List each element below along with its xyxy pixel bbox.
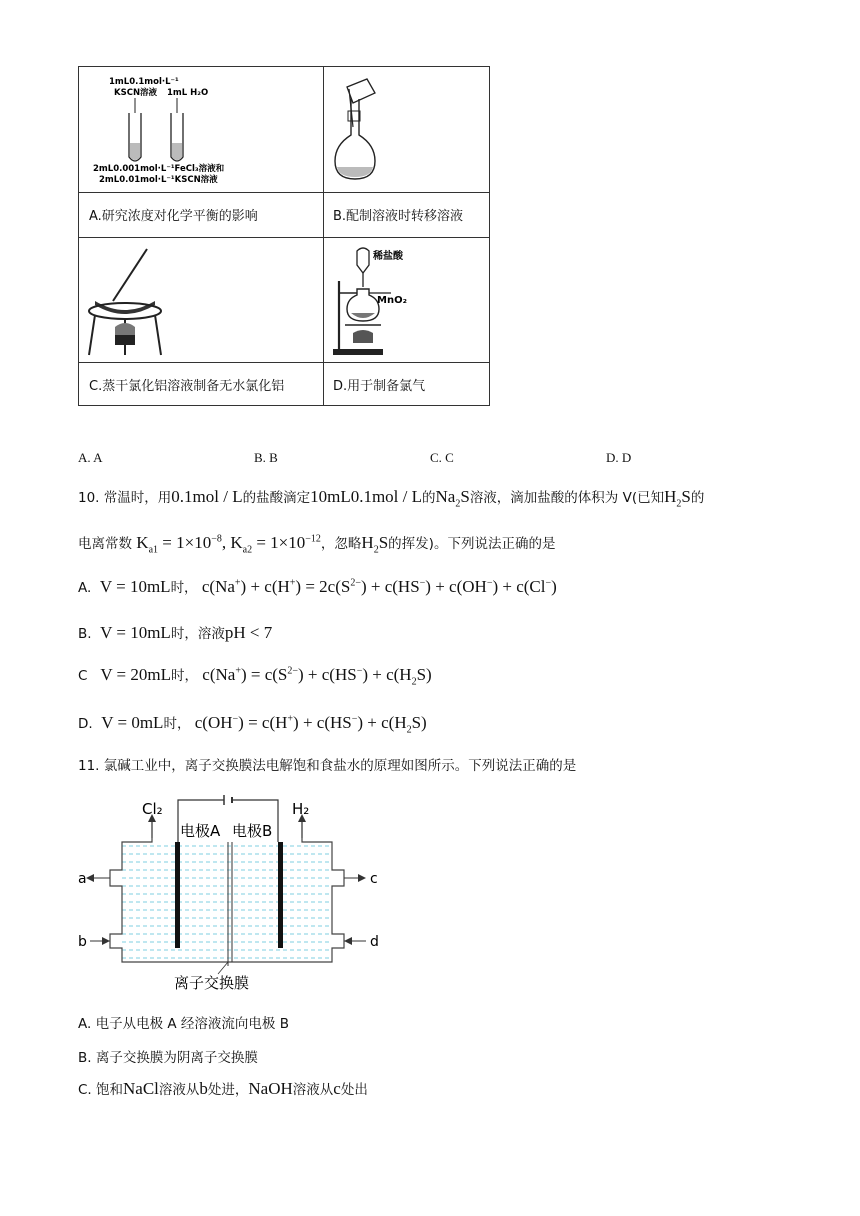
svg-text:1mL H₂O: 1mL H₂O xyxy=(167,88,209,98)
svg-text:MnO₂: MnO₂ xyxy=(377,295,407,306)
option-b-caption: B.配制溶液时转移溶液 xyxy=(333,209,464,224)
svg-text:电极B: 电极B xyxy=(232,822,273,840)
option-a-caption: A.研究浓度对化学平衡的影响 xyxy=(89,209,258,224)
test-tubes-figure xyxy=(87,73,312,188)
table-divider-vertical xyxy=(323,67,324,405)
q10-stem-line1: 10. 常温时，用0.1mol / L的盐酸滴定10mL0.1mol / L的$Na_2S$溶液，滴加盐酸的体积为 V(已知$H_2S$的 xyxy=(78,487,705,510)
option-c-caption: C.蒸干氯化铝溶液制备无水氯化铝 xyxy=(89,379,285,394)
svg-text:H₂: H₂ xyxy=(292,800,310,818)
q10-option-b[interactable]: B. V = 10mL时，溶液pH < 7 xyxy=(78,623,273,642)
q11-option-a[interactable]: A. 电子从电极 A 经溶液流向电极 B xyxy=(78,1016,289,1032)
q10-option-d[interactable]: D. V = 0mL时， $c(OH^-) = c(H^+) + c(HS^-) + c(H_2S)$ xyxy=(78,713,427,736)
table-divider-1 xyxy=(79,192,489,193)
q9-option-a[interactable]: A. A xyxy=(78,450,103,465)
svg-text:2mL0.01mol·L⁻¹KSCN溶液: 2mL0.01mol·L⁻¹KSCN溶液 xyxy=(99,175,218,185)
svg-text:2mL0.001mol·L⁻¹FeCl₃溶液和: 2mL0.001mol·L⁻¹FeCl₃溶液和 xyxy=(93,164,225,174)
q11-option-b[interactable]: B. 离子交换膜为阴离子交换膜 xyxy=(78,1050,258,1066)
experiment-table xyxy=(78,66,490,406)
q9-option-d[interactable]: D. D xyxy=(606,450,632,465)
table-divider-2 xyxy=(79,237,489,238)
svg-text:1mL0.1mol·L⁻¹: 1mL0.1mol·L⁻¹ xyxy=(109,77,179,87)
volumetric-flask-figure xyxy=(329,75,409,187)
svg-text:KSCN溶液: KSCN溶液 xyxy=(114,88,158,98)
svg-text:离子交换膜: 离子交换膜 xyxy=(174,974,250,992)
q9-option-c[interactable]: C. C xyxy=(430,450,454,465)
q9-option-b[interactable]: B. B xyxy=(254,450,278,465)
svg-text:b: b xyxy=(78,934,87,950)
q11-stem: 11. 氯碱工业中，离子交换膜法电解饱和食盐水的原理如图所示。下列说法正确的是 xyxy=(78,758,577,774)
svg-text:d: d xyxy=(370,934,379,950)
svg-text:电极A: 电极A xyxy=(180,822,221,840)
svg-text:a: a xyxy=(78,871,87,887)
option-d-caption: D.用于制备氯气 xyxy=(333,379,426,394)
q11-option-c[interactable]: C. 饱和NaCl溶液从b处进，NaOH溶液从c处出 xyxy=(78,1079,368,1098)
svg-text:稀盐酸: 稀盐酸 xyxy=(373,251,403,262)
q10-stem-line2: 电离常数 $K_{a1} = 1\times 10^{-8}$, $K_{a2} = 1\times 10^{-12}$，忽略$H_2S$的挥发)。下列说法正确的是 xyxy=(78,533,556,556)
electrolysis-cell-figure xyxy=(78,792,378,992)
q10-option-c[interactable]: C V = 20mL时， $c(Na^+) = c(S^{2-}) + c(HS^-) + c(H_2S)$ xyxy=(78,665,432,688)
svg-text:c: c xyxy=(370,871,378,887)
chlorine-generator-figure xyxy=(331,243,421,359)
svg-text:Cl₂: Cl₂ xyxy=(142,800,163,818)
q10-option-a[interactable]: A. V = 10mL时， $c(Na^+) + c(H^+) = 2c(S^{2-}) + c(HS^-) + c(OH^-) + c(Cl^-)$ xyxy=(78,577,557,596)
table-divider-3 xyxy=(79,362,489,363)
evaporation-figure xyxy=(85,243,165,359)
